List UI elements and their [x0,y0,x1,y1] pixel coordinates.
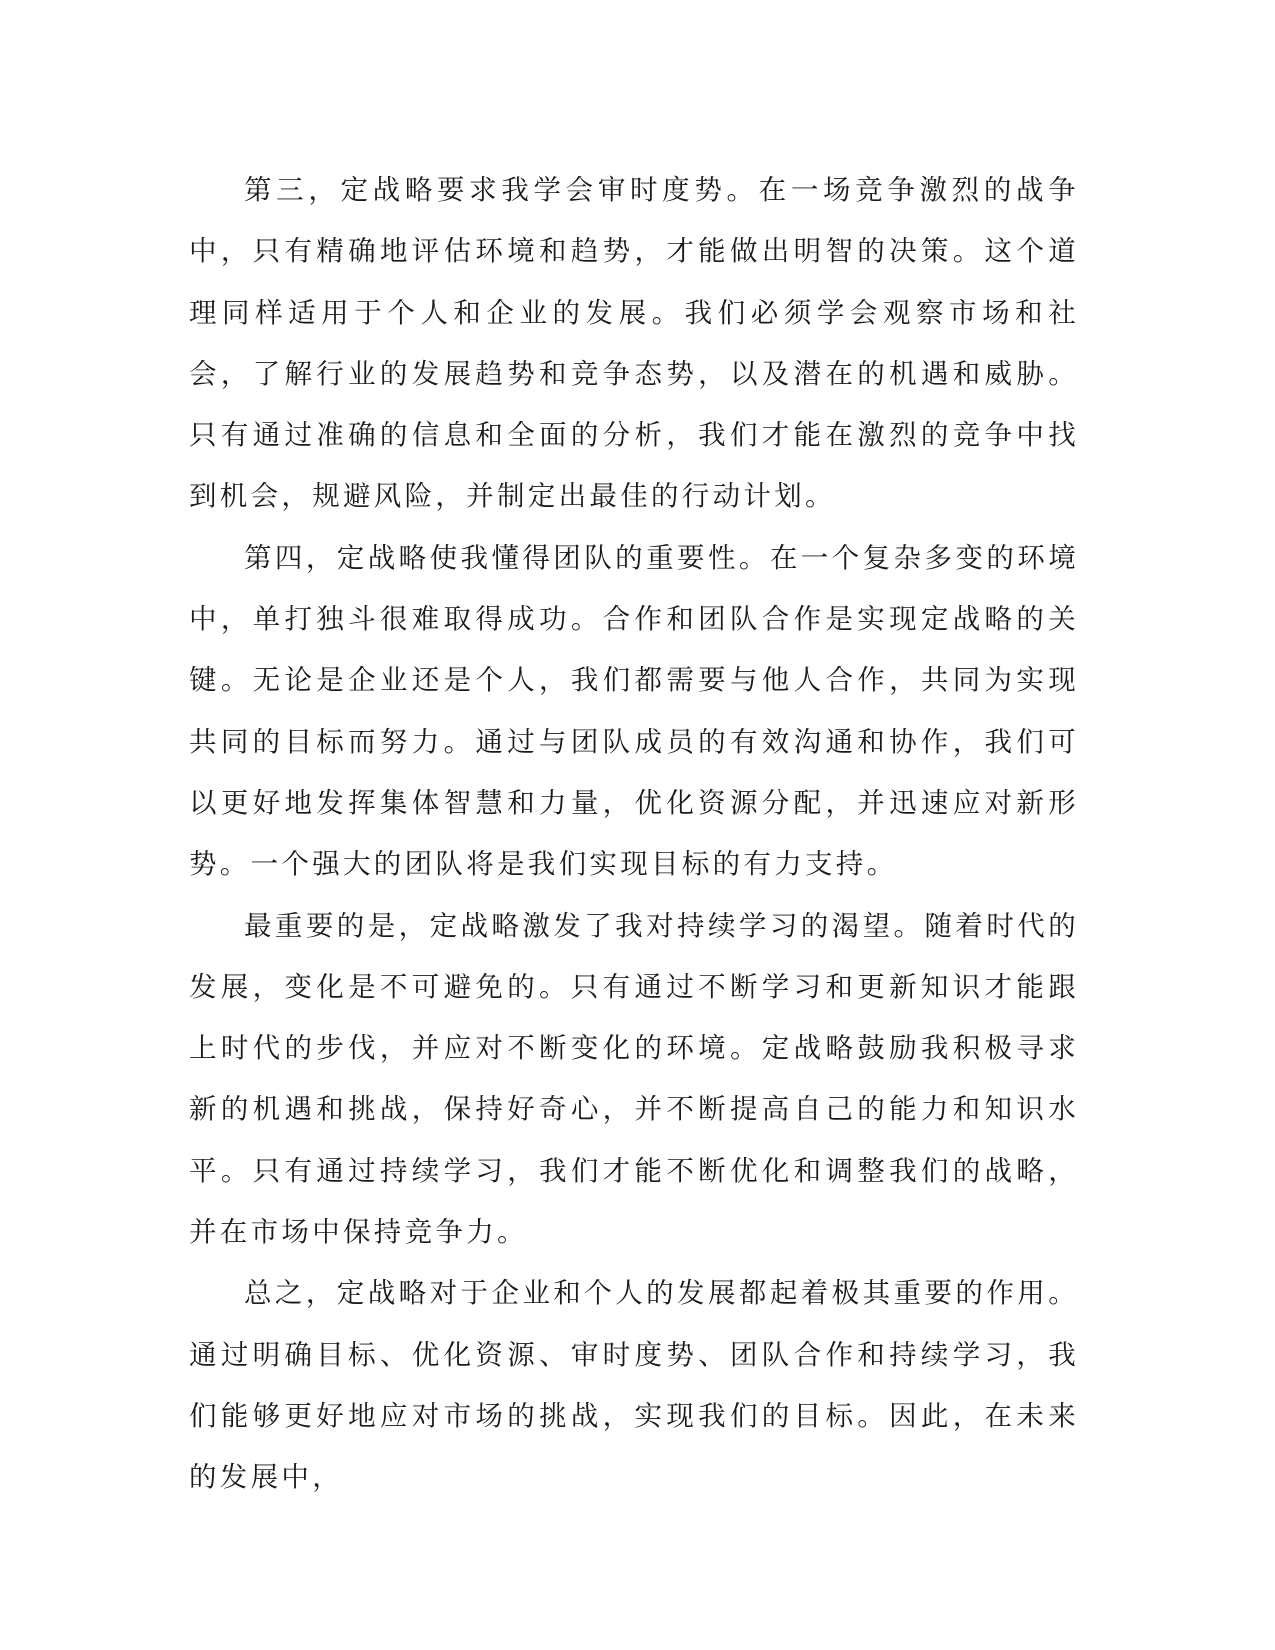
document-body [189,160,1079,1509]
paragraph-continuous-learning: 最重要的是，定战略激发了我对持续学习的渴望。随着时代的发展，变化是不可避免的。只有通过不断学习和更新知识才能跟上时代的步伐，并应对不断变化的环境。定战略鼓励我积极寻求新的机遇和挑战，保持好奇心，并不断提高自己的能力和知识水平。只有通过持续学习，我们才能不断优化和调整我们的战略，并在市场中保持竞争力。 [189,909,1079,1249]
paragraph-conclusion: 总之，定战略对于企业和个人的发展都起着极其重要的作用。通过明确目标、优化资源、审时度势、团队合作和持续学习，我们能够更好地应对市场的挑战，实现我们的目标。因此，在未来的发展中， [189,1277,1079,1494]
paragraph-teamwork: 第四，定战略使我懂得团队的重要性。在一个复杂多变的环境中，单打独斗很难取得成功。合作和团队合作是实现定战略的关键。无论是企业还是个人，我们都需要与他人合作，共同为实现共同的目标而努力。通过与团队成员的有效沟通和协作，我们可以更好地发挥集体智慧和力量，优化资源分配，并迅速应对新形势。一个强大的团队将是我们实现目标的有力支持。 [189,541,1079,881]
paragraph-strategy-assessment: 第三，定战略要求我学会审时度势。在一场竞争激烈的战争中，只有精确地评估环境和趋势，才能做出明智的决策。这个道理同样适用于个人和企业的发展。我们必须学会观察市场和社会，了解行业的发展趋势和竞争态势，以及潜在的机遇和威胁。只有通过准确的信息和全面的分析，我们才能在激烈的竞争中找到机会，规避风险，并制定出最佳的行动计划。 [189,174,1079,513]
